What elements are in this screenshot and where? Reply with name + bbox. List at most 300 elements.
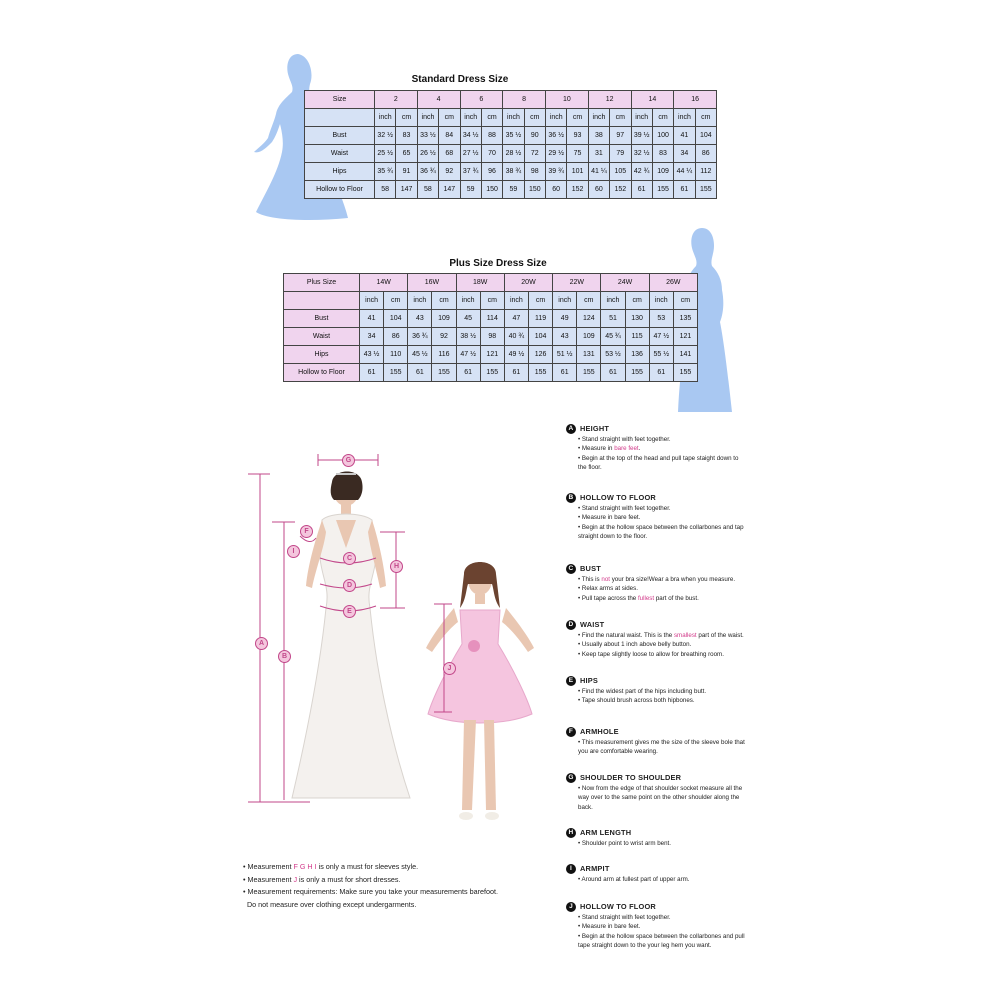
guide-item-g (566, 773, 766, 812)
unit-cm-cell: cm (439, 109, 460, 127)
size-header-cell: 10 (546, 91, 589, 109)
guide-item-d (566, 620, 766, 659)
note-line (243, 861, 498, 874)
size-column-label: Plus Size (284, 274, 360, 292)
table-cell: 104 (528, 328, 552, 346)
bride-measurement-lines (240, 450, 420, 810)
unit-inch-cell: inch (553, 292, 577, 310)
guide-letter-badge: I (566, 864, 576, 874)
guide-heading (566, 620, 766, 630)
guide-text: • Around arm at fullest part of upper arm. (578, 876, 690, 883)
unit-inch-cell: inch (360, 292, 384, 310)
guide-line (566, 784, 766, 793)
table-cell: 97 (610, 127, 631, 145)
table-cell: 42 ¾ (631, 163, 652, 181)
size-header-cell: 14 (631, 91, 674, 109)
table-cell: 70 (481, 145, 502, 163)
table-cell: 61 (504, 364, 528, 382)
guide-title: ARMHOLE (580, 727, 619, 737)
guide-text: . (638, 445, 641, 453)
unit-cm-cell: cm (480, 292, 504, 310)
table-cell: 147 (396, 181, 417, 199)
unit-cm-cell: cm (610, 109, 631, 127)
table-cell: 147 (439, 181, 460, 199)
guide-title: BUST (580, 564, 601, 574)
size-header-cell: 2 (375, 91, 418, 109)
size-header-cell: 24W (601, 274, 649, 292)
note-text: is only a must for sleeves style. (316, 862, 419, 871)
table-cell: 61 (674, 181, 695, 199)
table-cell: 135 (673, 310, 697, 328)
table-cell: 47 (504, 310, 528, 328)
note-text: is only a must for short dresses. (297, 874, 401, 884)
table-cell: 130 (625, 310, 649, 328)
label-a: A (255, 637, 268, 650)
table-cell: 104 (695, 127, 716, 145)
label-f: F (300, 525, 313, 538)
table-cell: 33 ½ (417, 127, 438, 145)
table-cell: 86 (384, 328, 408, 346)
unit-inch-cell: inch (631, 109, 652, 127)
guide-letter-badge: C (566, 564, 576, 574)
note-text: • Measurement (243, 862, 294, 871)
table-cell: 88 (481, 127, 502, 145)
guide-text: • Shoulder point to wrist arm bent. (578, 840, 671, 847)
size-header-cell: 6 (460, 91, 503, 109)
unit-cm-cell: cm (625, 292, 649, 310)
guide-title: ARMPIT (580, 864, 610, 874)
table-cell: 119 (528, 310, 552, 328)
table-cell: 150 (524, 181, 545, 199)
guide-line (566, 631, 766, 640)
short-dress-measurement-line (430, 600, 460, 720)
guide-title: HOLLOW TO FLOOR (580, 902, 656, 912)
measurement-notes (243, 861, 498, 911)
table-cell: 109 (432, 310, 456, 328)
table-cell: 114 (480, 310, 504, 328)
guide-text: part of the bust. (654, 594, 699, 602)
table-cell: 49 (553, 310, 577, 328)
table-cell: 39 ½ (631, 127, 652, 145)
label-j: J (443, 662, 456, 675)
guide-line (566, 594, 766, 603)
note-line (243, 874, 498, 887)
table-cell: 124 (577, 310, 601, 328)
table-cell: 79 (610, 145, 631, 163)
row-label: Waist (284, 328, 360, 346)
table-row (284, 328, 698, 346)
plus-size-table (283, 273, 698, 382)
table-cell: 152 (610, 181, 631, 199)
row-label: Hollow to Floor (305, 181, 375, 199)
unit-inch-cell: inch (503, 109, 524, 127)
unit-cm-cell: cm (396, 109, 417, 127)
guide-line (566, 803, 766, 812)
guide-item-c (566, 564, 766, 603)
table-cell: 51 (601, 310, 625, 328)
table-cell: 51 ½ (553, 346, 577, 364)
guide-text: • Find the natural waist. This is the (578, 632, 674, 639)
table-row (305, 181, 717, 199)
guide-heading (566, 864, 766, 874)
table-cell: 38 (588, 127, 609, 145)
unit-inch-cell: inch (504, 292, 528, 310)
size-header-cell: 22W (553, 274, 601, 292)
guide-line (566, 941, 766, 950)
table-cell: 61 (553, 364, 577, 382)
table-cell: 155 (528, 364, 552, 382)
size-header-cell: 14W (360, 274, 408, 292)
note-text: • Measurement requirements: Make sure you take your measurements barefoot. (243, 887, 498, 897)
table-cell: 58 (417, 181, 438, 199)
row-label: Bust (305, 127, 375, 145)
row-label: Hips (305, 163, 375, 181)
table-cell: 37 ¾ (460, 163, 481, 181)
table-cell: 155 (695, 181, 716, 199)
note-line (243, 886, 498, 899)
table-cell: 32 ½ (631, 145, 652, 163)
label-h: H (390, 560, 403, 573)
unit-inch-cell: inch (460, 109, 481, 127)
table-cell: 136 (625, 346, 649, 364)
table-cell: 60 (546, 181, 567, 199)
table-cell: 141 (673, 346, 697, 364)
unit-inch-cell: inch (375, 109, 396, 127)
guide-text: • Find the widest part of the hips including butt. (578, 688, 707, 695)
guide-text: fullest (637, 594, 655, 602)
guide-text: not (601, 576, 610, 583)
table-cell: 55 ½ (649, 346, 673, 364)
unit-cm-cell: cm (577, 292, 601, 310)
guide-title: HEIGHT (580, 424, 610, 434)
unit-cm-cell: cm (652, 109, 673, 127)
table-cell: 83 (652, 145, 673, 163)
guide-text: smallest (673, 632, 697, 639)
guide-line (566, 444, 766, 453)
unit-inch-cell: inch (546, 109, 567, 127)
guide-heading (566, 676, 766, 686)
table-cell: 43 (553, 328, 577, 346)
table-cell: 49 ½ (504, 346, 528, 364)
guide-text: • Begin at the hollow space between the collarbones and tap (578, 523, 744, 531)
unit-cm-cell: cm (481, 109, 502, 127)
table-cell: 34 ½ (460, 127, 481, 145)
table-cell: 61 (631, 181, 652, 199)
unit-row (284, 292, 698, 310)
guide-heading (566, 902, 766, 912)
table-cell: 31 (588, 145, 609, 163)
size-header-cell: 20W (504, 274, 552, 292)
table-cell: 28 ½ (503, 145, 524, 163)
table-cell: 34 (674, 145, 695, 163)
row-label: Waist (305, 145, 375, 163)
size-header-cell: 16W (408, 274, 456, 292)
note-text: Do not measure over clothing except undergarments. (243, 899, 417, 909)
row-label: Hollow to Floor (284, 364, 360, 382)
table-cell: 116 (432, 346, 456, 364)
guide-title: HOLLOW TO FLOOR (580, 493, 656, 503)
table-cell: 65 (396, 145, 417, 163)
guide-line (566, 463, 766, 472)
table-cell: 109 (577, 328, 601, 346)
guide-line (566, 913, 766, 922)
table-cell: 155 (432, 364, 456, 382)
table-cell: 59 (503, 181, 524, 199)
note-text: J (293, 874, 298, 884)
table-cell: 109 (652, 163, 673, 181)
table-row (305, 127, 717, 145)
guide-line (566, 687, 766, 696)
guide-line (566, 696, 766, 705)
guide-line (566, 575, 766, 584)
table-cell: 45 ½ (408, 346, 432, 364)
note-line (243, 899, 498, 912)
guide-item-e (566, 676, 766, 706)
guide-text: • This measurement gives me the size of the sleeve bole that (578, 739, 745, 746)
guide-line (566, 640, 766, 649)
unit-inch-cell: inch (408, 292, 432, 310)
guide-text: • Stand straight with feet together. (578, 436, 671, 443)
guide-title: ARM LENGTH (580, 828, 632, 838)
guide-title: SHOULDER TO SHOULDER (580, 773, 682, 783)
table-cell: 61 (456, 364, 480, 382)
size-header-cell: 16 (674, 91, 717, 109)
table-cell: 41 (674, 127, 695, 145)
table-cell: 53 (649, 310, 673, 328)
table-cell: 41 (360, 310, 384, 328)
guide-letter-badge: J (566, 902, 576, 912)
table-cell: 155 (652, 181, 673, 199)
table-cell: 45 ¾ (601, 328, 625, 346)
guide-text: • Measure in (578, 445, 615, 453)
table-cell: 86 (695, 145, 716, 163)
table-cell: 104 (384, 310, 408, 328)
guide-heading (566, 564, 766, 574)
unit-inch-cell: inch (674, 109, 695, 127)
table-row (305, 145, 717, 163)
table-cell: 45 (456, 310, 480, 328)
guide-text: your bra size!Wear a bra when you measure. (609, 576, 736, 583)
guide-heading (566, 727, 766, 737)
guide-line (566, 839, 766, 848)
table-cell: 121 (673, 328, 697, 346)
table-row (284, 346, 698, 364)
table-cell: 91 (396, 163, 417, 181)
table-cell: 115 (625, 328, 649, 346)
table-cell: 43 ½ (360, 346, 384, 364)
guide-text: bare feet (614, 445, 639, 453)
table-cell: 43 (408, 310, 432, 328)
table-row (305, 163, 717, 181)
table-cell: 155 (625, 364, 649, 382)
table-cell: 93 (567, 127, 588, 145)
guide-text: • Now from the edge of that shoulder socket measure all the (578, 785, 743, 792)
guide-text: • Pull tape across the (578, 594, 638, 602)
table-cell: 83 (396, 127, 417, 145)
size-header-cell: 26W (649, 274, 697, 292)
unit-row (305, 109, 717, 127)
size-header-cell: 8 (503, 91, 546, 109)
size-header-row (284, 274, 698, 292)
guide-line (566, 532, 766, 541)
unit-cm-cell: cm (384, 292, 408, 310)
table-cell: 75 (567, 145, 588, 163)
guide-line (566, 875, 766, 884)
note-text: • Measurement (243, 874, 294, 884)
guide-line (566, 504, 766, 513)
table-cell: 36 ½ (546, 127, 567, 145)
guide-line (566, 922, 766, 931)
guide-text: • Usually about 1 inch above belly button. (578, 641, 692, 649)
table-cell: 96 (481, 163, 502, 181)
label-g: G (342, 454, 355, 467)
table-cell: 61 (360, 364, 384, 382)
table-cell: 61 (408, 364, 432, 382)
table-cell: 40 ¾ (504, 328, 528, 346)
unit-cm-cell: cm (524, 109, 545, 127)
guide-line (566, 454, 766, 463)
table-cell: 155 (577, 364, 601, 382)
guide-text: tape straight down to the your leg hem you want. (578, 942, 712, 950)
guide-letter-badge: H (566, 828, 576, 838)
guide-item-a (566, 424, 766, 473)
label-d: D (343, 579, 356, 592)
table-cell: 44 ¼ (674, 163, 695, 181)
guide-text: the floor. (578, 464, 602, 472)
guide-text: you are comfortable wearing. (578, 748, 658, 756)
table-cell: 98 (480, 328, 504, 346)
label-e: E (343, 605, 356, 618)
standard-size-title: Standard Dress Size (411, 74, 509, 85)
guide-text: part of the waist. (696, 632, 744, 639)
guide-letter-badge: D (566, 620, 576, 630)
guide-text: • Keep tape slightly loose to allow for breathing room. (578, 650, 724, 658)
table-cell: 105 (610, 163, 631, 181)
unit-inch-cell: inch (456, 292, 480, 310)
table-cell: 27 ½ (460, 145, 481, 163)
table-cell: 35 ¾ (375, 163, 396, 181)
label-b: B (278, 650, 291, 663)
guide-item-h (566, 828, 766, 848)
table-cell: 61 (601, 364, 625, 382)
table-cell: 155 (480, 364, 504, 382)
guide-line (566, 523, 766, 532)
guide-line (566, 435, 766, 444)
unit-cm-cell: cm (673, 292, 697, 310)
table-cell: 26 ½ (417, 145, 438, 163)
guide-letter-badge: E (566, 676, 576, 686)
table-cell: 121 (480, 346, 504, 364)
guide-line (566, 747, 766, 756)
table-cell: 61 (649, 364, 673, 382)
row-label: Hips (284, 346, 360, 364)
table-cell: 47 ½ (649, 328, 673, 346)
table-cell: 92 (439, 163, 460, 181)
guide-line (566, 793, 766, 802)
guide-heading (566, 773, 766, 783)
table-cell: 84 (439, 127, 460, 145)
unit-inch-cell: inch (601, 292, 625, 310)
unit-cm-cell: cm (695, 109, 716, 127)
guide-text: • Begin at the hollow space between the collarbones and pull (578, 932, 745, 940)
guide-letter-badge: F (566, 727, 576, 737)
standard-size-table (304, 90, 717, 199)
table-cell: 25 ½ (375, 145, 396, 163)
guide-letter-badge: A (566, 424, 576, 434)
table-row (284, 310, 698, 328)
table-cell: 98 (524, 163, 545, 181)
table-cell: 38 ¾ (503, 163, 524, 181)
table-cell: 38 ½ (456, 328, 480, 346)
guide-title: HIPS (580, 676, 599, 686)
table-cell: 110 (384, 346, 408, 364)
table-cell: 39 ¾ (546, 163, 567, 181)
table-row (284, 364, 698, 382)
label-c: C (343, 552, 356, 565)
guide-text: • Measure in bare feet. (578, 514, 641, 522)
guide-title: WAIST (580, 620, 605, 630)
table-cell: 72 (524, 145, 545, 163)
unit-cm-cell: cm (528, 292, 552, 310)
guide-letter-badge: B (566, 493, 576, 503)
label-i: I (287, 545, 300, 558)
guide-heading (566, 493, 766, 503)
guide-item-j (566, 902, 766, 951)
table-cell: 58 (375, 181, 396, 199)
table-cell: 112 (695, 163, 716, 181)
table-cell: 68 (439, 145, 460, 163)
guide-text: • Begin at the top of the head and pull tape staight down to (578, 454, 739, 462)
guide-heading (566, 828, 766, 838)
row-label: Bust (284, 310, 360, 328)
guide-heading (566, 424, 766, 434)
unit-row-label (284, 292, 360, 310)
table-cell: 152 (567, 181, 588, 199)
table-cell: 150 (481, 181, 502, 199)
size-header-cell: 4 (417, 91, 460, 109)
guide-line (566, 584, 766, 593)
unit-cm-cell: cm (432, 292, 456, 310)
table-cell: 101 (567, 163, 588, 181)
guide-text: • Relax arms at sides. (578, 585, 638, 593)
size-header-row (305, 91, 717, 109)
unit-inch-cell: inch (649, 292, 673, 310)
table-cell: 36 ¾ (417, 163, 438, 181)
guide-item-b (566, 493, 766, 542)
table-cell: 35 ½ (503, 127, 524, 145)
table-cell: 36 ¾ (408, 328, 432, 346)
unit-inch-cell: inch (588, 109, 609, 127)
unit-inch-cell: inch (417, 109, 438, 127)
size-header-cell: 12 (588, 91, 631, 109)
table-cell: 92 (432, 328, 456, 346)
table-cell: 32 ½ (375, 127, 396, 145)
table-cell: 131 (577, 346, 601, 364)
table-cell: 155 (384, 364, 408, 382)
guide-line (566, 650, 766, 659)
guide-text: way over to the same point on the other shoulder along the (578, 794, 740, 802)
table-cell: 59 (460, 181, 481, 199)
table-cell: 126 (528, 346, 552, 364)
guide-text: back. (578, 803, 593, 811)
guide-text: • Tape should brush across both hipbones. (578, 697, 695, 705)
unit-row-label (305, 109, 375, 127)
table-cell: 90 (524, 127, 545, 145)
guide-text: • This is (578, 576, 602, 583)
table-cell: 41 ¼ (588, 163, 609, 181)
table-cell: 34 (360, 328, 384, 346)
guide-text: • Measure in bare feet. (578, 923, 641, 931)
